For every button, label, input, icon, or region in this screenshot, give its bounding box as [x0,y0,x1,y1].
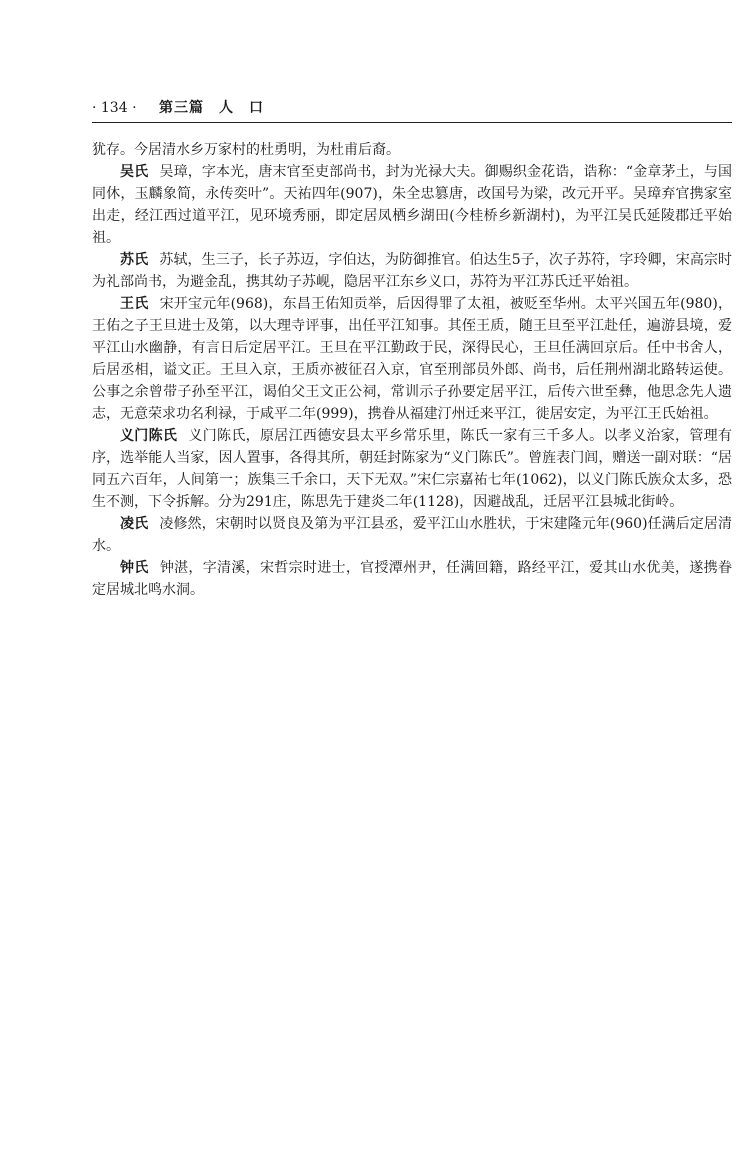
clan-heading: 钟氏 [120,560,149,576]
paragraph-text: 凌修然，宋朝时以贤良及第为平江县丞，爱平江山水胜状，于宋建隆元年(960)任满后定居清水。 [92,516,733,554]
paragraph-text: 苏轼，生三子，长子苏迈，字伯达，为防御推官。伯达生5子，次子苏符，字玲卿，宋高宗时为礼部尚书，为避金乱，携其幼子苏岘，隐居平江东乡义口，苏符为平江苏氏迁平始祖。 [92,252,733,290]
document-body [92,139,732,601]
paragraph-wu-clan [92,161,732,249]
paragraph-ling-clan [92,513,732,557]
paragraph-text: 吴璋，字本光，唐末官至吏部尚书，封为光禄大夫。御赐织金花诰，诰称：“金章茅土，与国同休，玉麟象简，永传奕叶”。天祐四年(907)，朱全忠篡唐，改国号为梁，改元开平。吴璋弃官携家室出走，经江西过道平江，见环境秀丽，即定居凤栖乡湖田(今桂桥乡新湖村)，为平江吴氏延陵郡迁平始祖。 [92,164,733,246]
paragraph-text: 钟湛，字清溪，宋哲宗时进士，官授潭州尹，任满回籍，路经平江，爱其山水优美，遂携眷定居城北鸣水洞。 [92,560,732,598]
paragraph-yimen-chen-clan [92,425,732,513]
paragraph-zhong-clan [92,557,732,601]
clan-heading: 吴氏 [120,164,149,180]
chapter-title: 第三篇 人 口 [158,100,264,116]
clan-heading: 凌氏 [120,516,149,532]
clan-heading: 苏氏 [120,252,149,268]
paragraph-text: 义门陈氏，原居江西德安县太平乡常乐里，陈氏一家有三千多人。以孝义治家，管理有序，选举能人当家，因人置事，各得其所，朝廷封陈家为“义门陈氏”。曾旌表门闾，赠送一副对联：“居同五六百年，人间第一；族集三千余口，天下无双。”宋仁宗嘉祐七年(1062)，以义门陈氏族众太多，恐生不测，下令拆解。分为291庄，陈思先于建炎二年(1128)，因避战乱，迁居平江县城北街岭。 [92,428,732,510]
paragraph-wang-clan [92,293,732,425]
clan-heading: 义门陈氏 [120,428,178,444]
paragraph-su-clan [92,249,732,293]
clan-heading: 王氏 [120,296,149,312]
page-number: · 134 · [92,100,137,116]
paragraph-text: 宋开宝元年(968)，东昌王佑知贡举，后因得罪了太祖，被贬至华州。太平兴国五年(980)，王佑之子王旦进士及第，以大理寺评事，出任平江知事。其侄王质，随王旦至平江赴任，遍游县境，爱平江山水幽静，有言日后定居平江。王旦在平江勤政于民，深得民心，王旦任满回京后。任中书舍人，后居丞相，谥文正。王旦入京，王质亦被征召入京，官至刑部员外郎、尚书，后任荆州湖北路转运使。公事之余曾带子孙至平江，谒伯父王文正公祠，常训示子孙要定居平江，后传六世至彝，他思念先人遗志，无意荣求功名利禄，于咸平二年(999)，携眷从福建汀州迁来平江，徙居安定，为平江王氏始祖。 [92,296,733,422]
paragraph-continuation [92,139,732,161]
page-header [92,94,264,122]
header-rule [92,122,732,123]
paragraph-text: 犹存。今居清水乡万家村的杜勇明，为杜甫后裔。 [92,142,400,158]
